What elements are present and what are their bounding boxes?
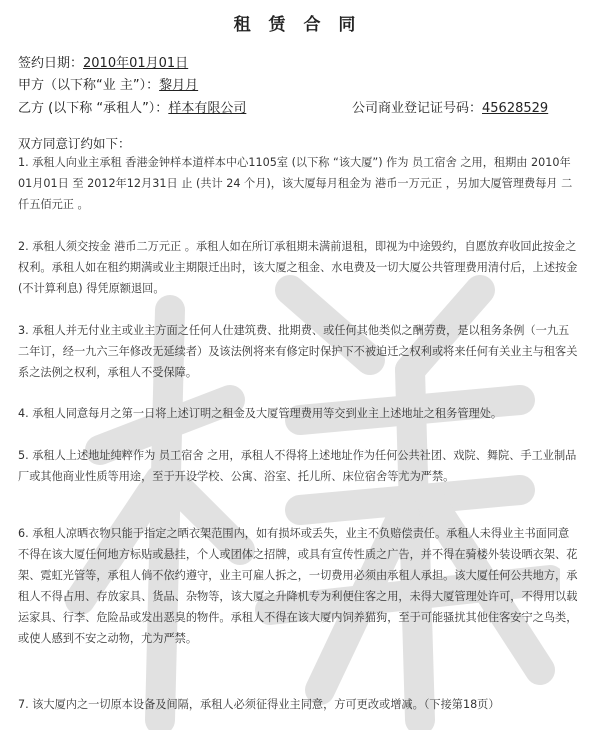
registration-number: 45628529: [482, 101, 549, 116]
party-b-row: [18, 97, 246, 116]
registration-label: 公司商业登记证号码：: [352, 101, 483, 116]
clause-4: 4. 承租人同意每月之第一日将上述订明之租金及大厦管理费用等交到业主上述地址之租务管理处。: [18, 407, 503, 420]
party-a-value: 黎月月: [159, 78, 199, 93]
agreement-intro: 双方同意订约如下：: [18, 136, 131, 151]
clause-6: 6. 承租人凉晒衣物只能于指定之晒衣架范围内，如有损坏或丢失，业主不负赔偿责任。承租人未得业主书面同意不得在该大厦任何地方标贴或悬挂，个人或团体之招牌，或具有宣传性质之广告，并不得在骑楼外装设晒衣架、花架、霓虹光管等，承租人倘不依约遵守，业主可雇人拆之，一切费用必须由承租人承担。该大厦任何公共地方，承租人不得占用、存放家具、货品、杂物等，该大厦之升降机专为利便住客之用，未得大厦管理处许可，不得用以载运家具、行李、危险品或发出恶臭的物件。承租人不得在该大厦内饲养猫狗，至于可能骚扰其他住客安宁之鸟类，或使人感到不安之动物，尤为严禁。: [18, 527, 578, 645]
clause-1: 1. 承租人向业主承租 香港金钟样本道样本中心1105室 (以下称 “该大厦”) 作为 员工宿舍 之用，租期由 2010年01月01日 至 2012年12月31日 止 (共计 24 个月)，该大厦每月租金为 港币一万元正 ，另加大厦管理费每月 二仟五佰元正 。: [18, 156, 573, 211]
document-title: 租 赁 合 同: [233, 15, 362, 35]
clause-3: 3. 承租人并无付业主或业主方面之任何人仕建筑费、批期费、或任何其他类似之酬劳费，是以租务条例（一九五二年订，经一九六三年修改无延续者）及该法例将来有修定时保护下不被迫迁之权利或将来任何有关业主与租客关系之法例之权利，承租人不受保障。: [18, 324, 578, 379]
signing-date-label: 签约日期：: [18, 56, 84, 71]
registration-row: [352, 97, 548, 116]
clause-7: 7. 该大厦内之一切原本设备及间隔，承租人必须征得业主同意，方可更改或增减。（下接第18页）: [18, 698, 500, 711]
signing-date-row: [18, 52, 188, 71]
party-b-value: 样本有限公司: [168, 101, 247, 116]
signing-date-value: 2010年01月01日: [83, 56, 189, 71]
party-b-label: 乙方 (以下称 “承租人”）：: [18, 101, 169, 116]
clause-2: 2. 承租人须交按金 港币二万元正 。承租人如在所订承租期未满前退租，即视为中途毁约，自愿放弃收回此按金之权利。承租人如在租约期满或业主期限迁出时，该大厦之租金、水电费及一切大厦公共管理费用清付后，上述按金 (不计算利息) 得凭原额退回。: [18, 240, 578, 295]
party-a-row: [18, 74, 198, 93]
party-a-label: 甲方（以下称“业 主”）：: [18, 78, 160, 93]
clause-5: 5. 承租人上述地址纯粹作为 员工宿舍 之用，承租人不得将上述地址作为任何公共社团、戏院、舞院、手工业制品厂或其他商业性质等用途，至于开设学校、公寓、浴室、托儿所、床位宿舍等尤为严禁。: [18, 449, 577, 483]
